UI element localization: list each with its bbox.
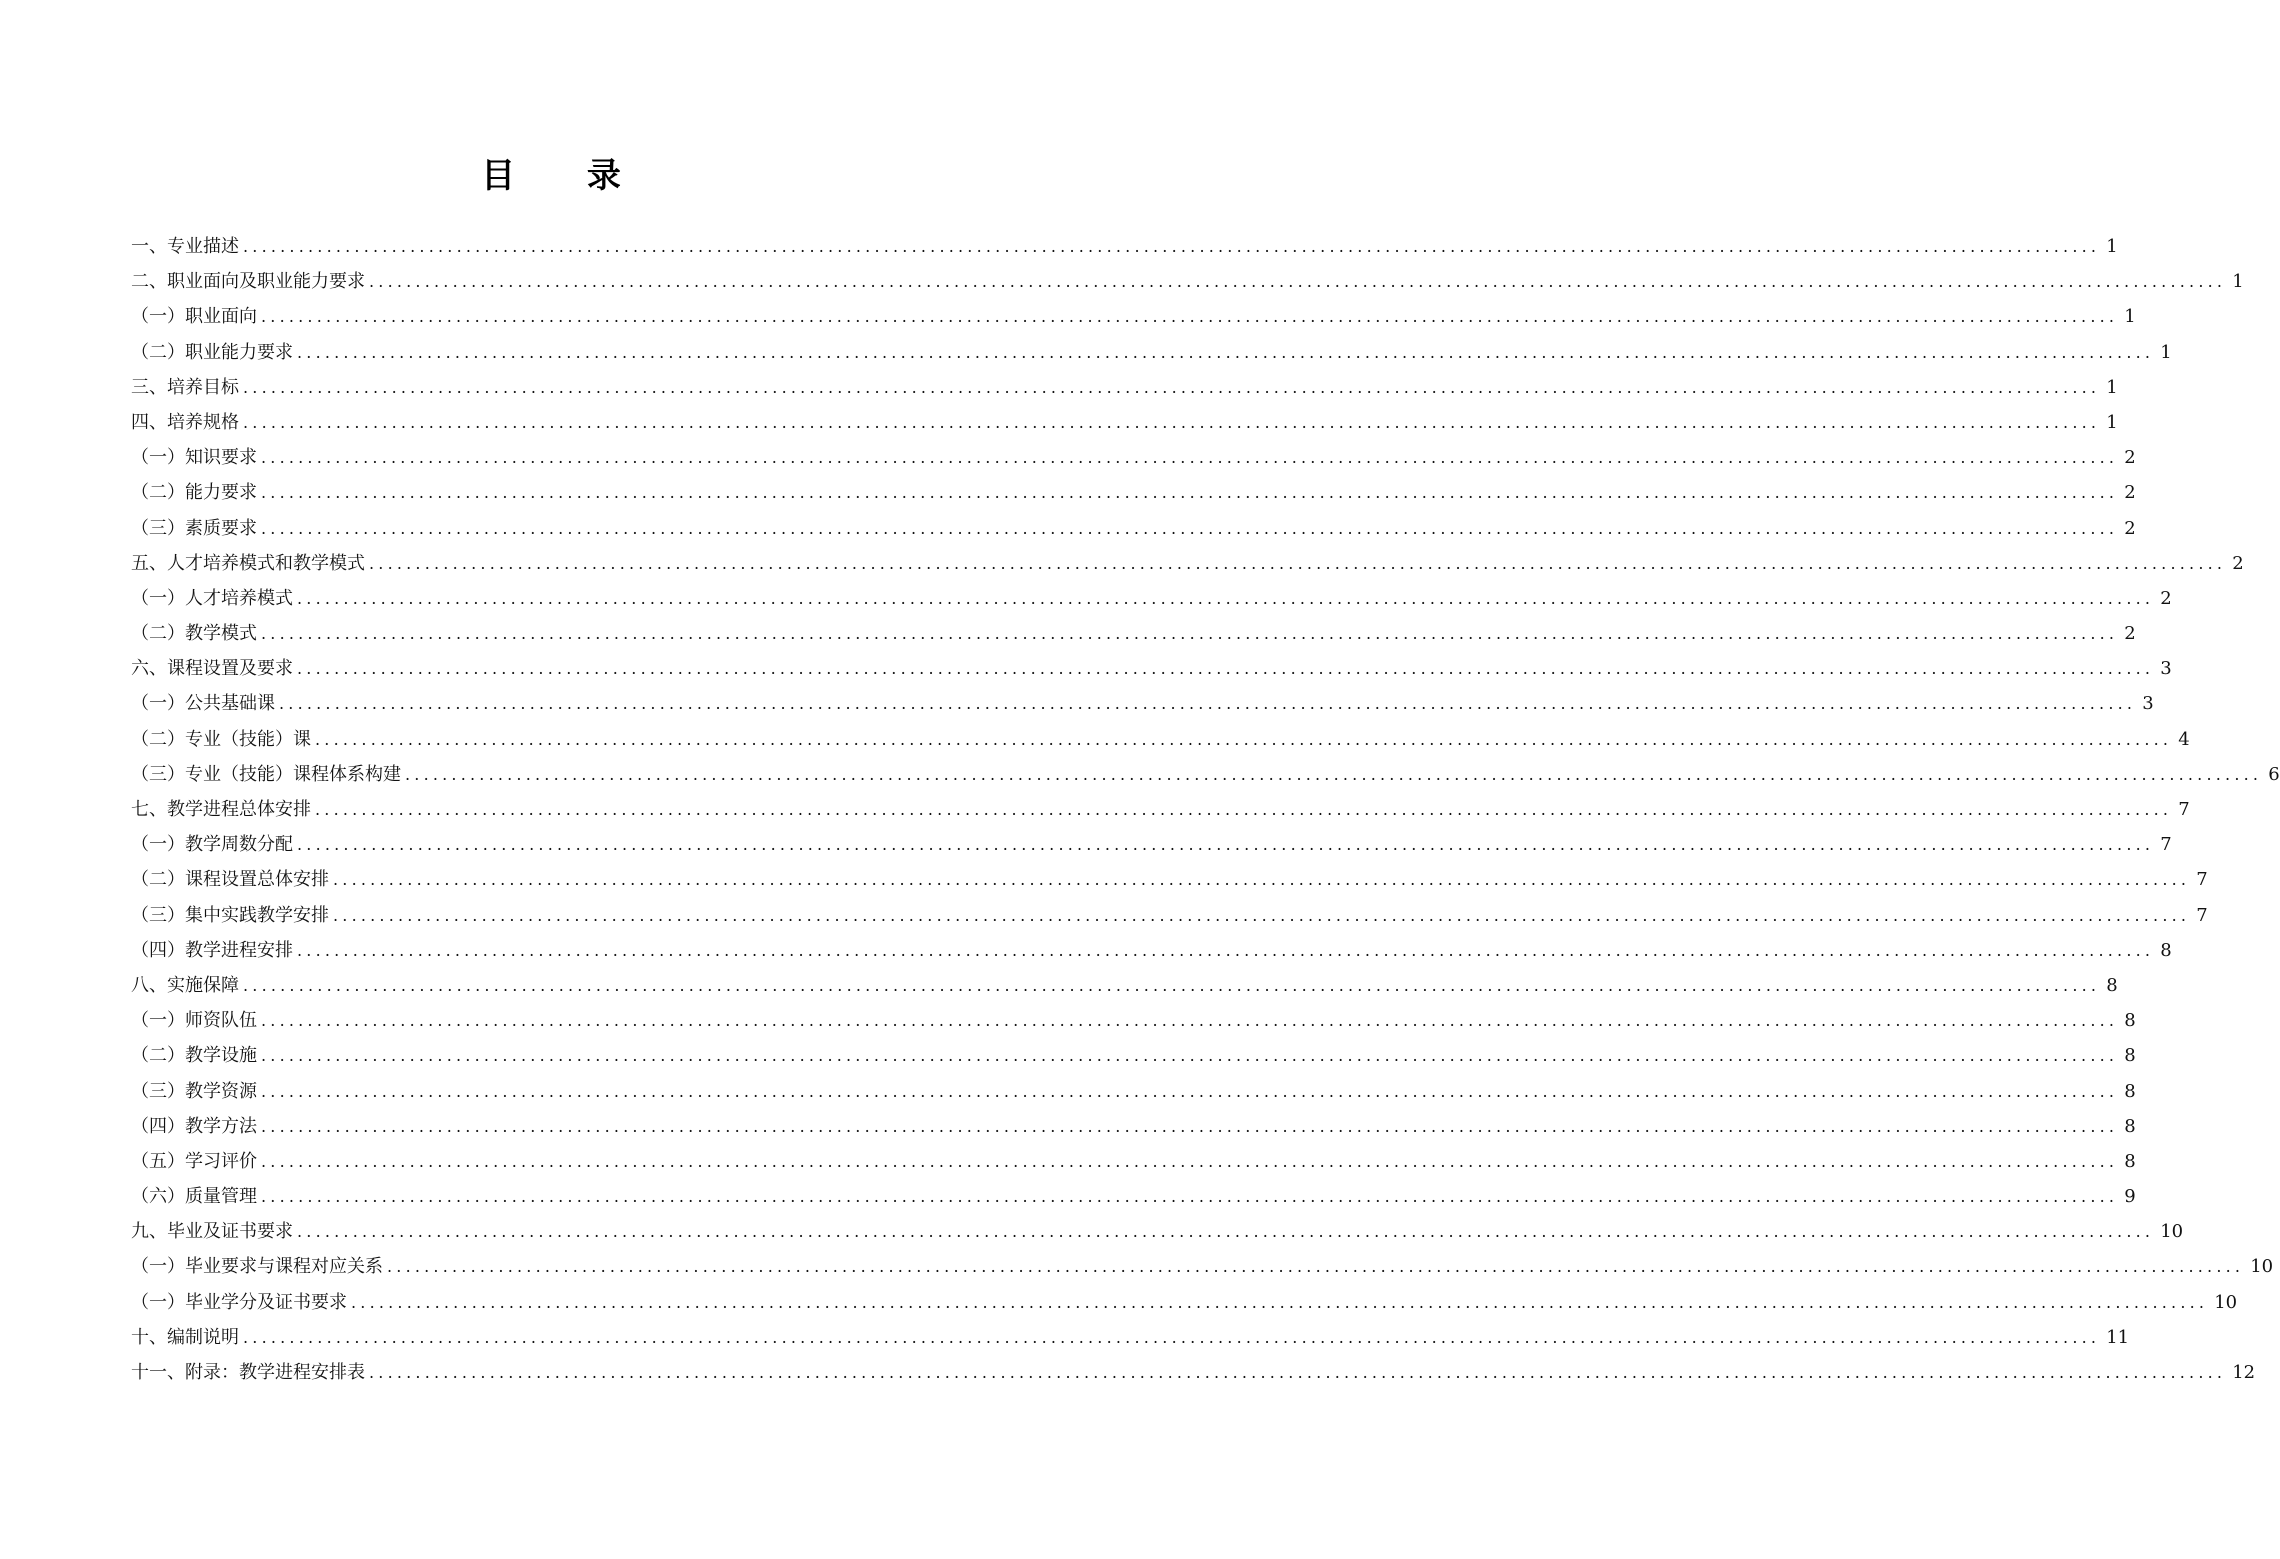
toc-entry-page-number: 1 — [2106, 411, 2118, 433]
toc-entry-page-number: 3 — [2160, 658, 2172, 680]
toc-entry-label: 十一、附录：教学进程安排表 — [131, 1362, 365, 1383]
toc-dot-leader: ........................................................................................................................................................................................................ — [243, 377, 2101, 397]
toc-entry-label: （二）教学模式 — [131, 623, 257, 645]
toc-entry[interactable] — [131, 511, 2136, 546]
toc-entry-label: （三）教学资源 — [131, 1080, 257, 1102]
toc-dot-leader: ........................................................................................................................................................................................................ — [261, 1081, 2119, 1101]
toc-entry-label: 六、课程设置及要求 — [131, 658, 293, 680]
toc-dot-leader: ........................................................................................................................................................................................................ — [297, 588, 2155, 608]
toc-entry[interactable] — [131, 299, 2136, 334]
toc-entry-label: 八、实施保障 — [131, 974, 239, 996]
toc-entry-page-number: 10 — [2214, 1291, 2238, 1313]
toc-entry-page-number: 8 — [2124, 1115, 2136, 1137]
toc-entry[interactable] — [131, 616, 2136, 651]
toc-dot-leader: ........................................................................................................................................................................................................ — [243, 237, 2101, 256]
toc-entry[interactable] — [131, 757, 2280, 792]
toc-entry[interactable] — [131, 898, 2208, 933]
toc-entry-label: 九、毕业及证书要求 — [131, 1221, 293, 1243]
toc-entry[interactable] — [131, 405, 2118, 440]
table-of-contents — [131, 229, 2280, 1390]
toc-entry-label: （三）素质要求 — [131, 517, 257, 539]
toc-entry-label: 二、职业面向及职业能力要求 — [131, 271, 365, 293]
toc-entry-label: 十、编制说明 — [131, 1326, 239, 1348]
toc-entry-page-number: 7 — [2178, 799, 2190, 820]
toc-dot-leader: ........................................................................................................................................................................................................ — [297, 1222, 2155, 1242]
toc-dot-leader: ........................................................................................................................................................................................................ — [387, 1257, 2245, 1277]
toc-entry-label: （二）专业（技能）课 — [131, 728, 311, 750]
toc-dot-leader: ........................................................................................................................................................................................................ — [405, 764, 2263, 784]
toc-entry[interactable] — [131, 1109, 2136, 1144]
toc-entry-label: （二）课程设置总体安排 — [131, 869, 329, 891]
toc-entry-page-number: 1 — [2232, 271, 2244, 293]
toc-dot-leader: ........................................................................................................................................................................................................ — [279, 694, 2137, 714]
toc-entry-label: 一、专业描述 — [131, 236, 239, 257]
toc-entry-label: 五、人才培养模式和教学模式 — [131, 552, 365, 574]
toc-entry[interactable] — [131, 370, 2118, 405]
toc-entry-page-number: 9 — [2124, 1186, 2136, 1208]
toc-entry-page-number: 2 — [2124, 623, 2136, 645]
toc-entry-page-number: 2 — [2124, 447, 2136, 469]
toc-entry[interactable] — [131, 1320, 2130, 1355]
toc-entry[interactable] — [131, 475, 2136, 510]
toc-dot-leader: ........................................................................................................................................................................................................ — [297, 940, 2155, 960]
toc-entry[interactable] — [131, 335, 2172, 370]
toc-entry-label: （一）人才培养模式 — [131, 587, 293, 609]
toc-entry-label: （六）质量管理 — [131, 1186, 257, 1208]
toc-entry-label: （一）公共基础课 — [131, 693, 275, 715]
toc-entry[interactable] — [131, 1214, 2184, 1249]
toc-dot-leader: ........................................................................................................................................................................................................ — [369, 272, 2227, 292]
toc-dot-leader: ........................................................................................................................................................................................................ — [243, 975, 2101, 995]
toc-dot-leader: ........................................................................................................................................................................................................ — [261, 518, 2119, 538]
toc-entry[interactable] — [131, 862, 2208, 897]
toc-entry-page-number: 2 — [2124, 482, 2136, 504]
toc-dot-leader: ........................................................................................................................................................................................................ — [261, 307, 2119, 327]
toc-dot-leader: ........................................................................................................................................................................................................ — [261, 1187, 2119, 1207]
toc-entry-page-number: 7 — [2196, 904, 2208, 926]
toc-dot-leader: ........................................................................................................................................................................................................ — [315, 729, 2173, 749]
toc-entry-label: （四）教学方法 — [131, 1115, 257, 1137]
toc-entry-page-number: 10 — [2250, 1256, 2274, 1278]
toc-entry-label: （三）集中实践教学安排 — [131, 904, 329, 926]
toc-entry[interactable] — [131, 440, 2136, 475]
toc-entry-page-number: 12 — [2232, 1362, 2256, 1383]
toc-entry-page-number: 8 — [2106, 974, 2118, 996]
toc-entry[interactable] — [131, 968, 2118, 1003]
toc-entry[interactable] — [131, 229, 2118, 264]
toc-entry-label: （五）学习评价 — [131, 1150, 257, 1172]
toc-dot-leader: ........................................................................................................................................................................................................ — [351, 1292, 2209, 1312]
toc-entry[interactable] — [131, 792, 2190, 827]
toc-entry-label: （一）教学周数分配 — [131, 834, 293, 856]
toc-entry[interactable] — [131, 546, 2244, 581]
toc-dot-leader: ........................................................................................................................................................................................................ — [261, 483, 2119, 503]
toc-dot-leader: ........................................................................................................................................................................................................ — [297, 835, 2155, 855]
toc-entry-label: （三）专业（技能）课程体系构建 — [131, 763, 401, 785]
toc-entry[interactable] — [131, 581, 2172, 616]
toc-entry-page-number: 2 — [2124, 517, 2136, 539]
toc-dot-leader: ........................................................................................................................................................................................................ — [333, 870, 2191, 890]
toc-entry[interactable] — [131, 1285, 2238, 1320]
toc-entry-label: 四、培养规格 — [131, 411, 239, 433]
toc-dot-leader: ........................................................................................................................................................................................................ — [315, 800, 2173, 819]
toc-entry-label: （四）教学进程安排 — [131, 939, 293, 961]
toc-dot-leader: ........................................................................................................................................................................................................ — [261, 1116, 2119, 1136]
toc-entry[interactable] — [131, 1074, 2136, 1109]
toc-entry-page-number: 4 — [2178, 728, 2190, 750]
toc-entry[interactable] — [131, 1355, 2256, 1390]
toc-entry-label: 三、培养目标 — [131, 376, 239, 398]
toc-entry-page-number: 2 — [2232, 552, 2244, 574]
toc-dot-leader: ........................................................................................................................................................................................................ — [261, 624, 2119, 644]
toc-entry[interactable] — [131, 264, 2244, 299]
toc-dot-leader: ........................................................................................................................................................................................................ — [333, 905, 2191, 925]
toc-entry-page-number: 8 — [2124, 1010, 2136, 1032]
toc-entry-page-number: 1 — [2124, 306, 2136, 328]
toc-entry-label: （一）师资队伍 — [131, 1010, 257, 1032]
toc-dot-leader: ........................................................................................................................................................................................................ — [261, 1151, 2119, 1171]
toc-entry-page-number: 7 — [2196, 869, 2208, 891]
toc-entry-label: 七、教学进程总体安排 — [131, 799, 311, 820]
toc-title: 目 录 — [481, 155, 651, 196]
toc-entry[interactable] — [131, 1249, 2274, 1284]
toc-dot-leader: ........................................................................................................................................................................................................ — [243, 412, 2101, 432]
toc-entry-page-number: 6 — [2268, 763, 2280, 785]
toc-dot-leader: ........................................................................................................................................................................................................ — [369, 1363, 2227, 1382]
toc-entry-page-number: 8 — [2124, 1080, 2136, 1102]
toc-dot-leader: ........................................................................................................................................................................................................ — [369, 553, 2227, 573]
toc-entry[interactable] — [131, 933, 2172, 968]
toc-entry[interactable] — [131, 1144, 2136, 1179]
toc-entry-page-number: 11 — [2106, 1326, 2130, 1348]
toc-entry-label: （二）教学设施 — [131, 1045, 257, 1067]
toc-entry-label: （一）毕业学分及证书要求 — [131, 1291, 347, 1313]
toc-entry-page-number: 10 — [2160, 1221, 2184, 1243]
toc-dot-leader: ........................................................................................................................................................................................................ — [297, 342, 2155, 362]
toc-entry-label: （一）知识要求 — [131, 447, 257, 469]
toc-dot-leader: ........................................................................................................................................................................................................ — [261, 1011, 2119, 1031]
toc-entry-page-number: 1 — [2160, 341, 2172, 363]
toc-entry-page-number: 1 — [2106, 236, 2118, 257]
toc-entry-label: （二）职业能力要求 — [131, 341, 293, 363]
toc-entry[interactable] — [131, 1003, 2136, 1038]
toc-entry[interactable] — [131, 827, 2172, 862]
toc-dot-leader: ........................................................................................................................................................................................................ — [261, 448, 2119, 468]
toc-entry[interactable] — [131, 686, 2154, 721]
toc-entry[interactable] — [131, 1179, 2136, 1214]
toc-entry-page-number: 7 — [2160, 834, 2172, 856]
toc-entry-label: （二）能力要求 — [131, 482, 257, 504]
toc-entry-page-number: 2 — [2160, 587, 2172, 609]
toc-dot-leader: ........................................................................................................................................................................................................ — [261, 1046, 2119, 1066]
toc-entry-page-number: 3 — [2142, 693, 2154, 715]
toc-entry[interactable] — [131, 651, 2172, 686]
toc-entry-label: （一）职业面向 — [131, 306, 257, 328]
toc-entry-label: （一）毕业要求与课程对应关系 — [131, 1256, 383, 1278]
toc-entry-page-number: 8 — [2124, 1150, 2136, 1172]
toc-dot-leader: ........................................................................................................................................................................................................ — [243, 1327, 2101, 1347]
toc-entry[interactable] — [131, 1038, 2136, 1073]
toc-dot-leader: ........................................................................................................................................................................................................ — [297, 659, 2155, 679]
toc-entry-page-number: 1 — [2106, 376, 2118, 398]
toc-entry[interactable] — [131, 722, 2190, 757]
toc-entry-page-number: 8 — [2160, 939, 2172, 961]
toc-entry-page-number: 8 — [2124, 1045, 2136, 1067]
